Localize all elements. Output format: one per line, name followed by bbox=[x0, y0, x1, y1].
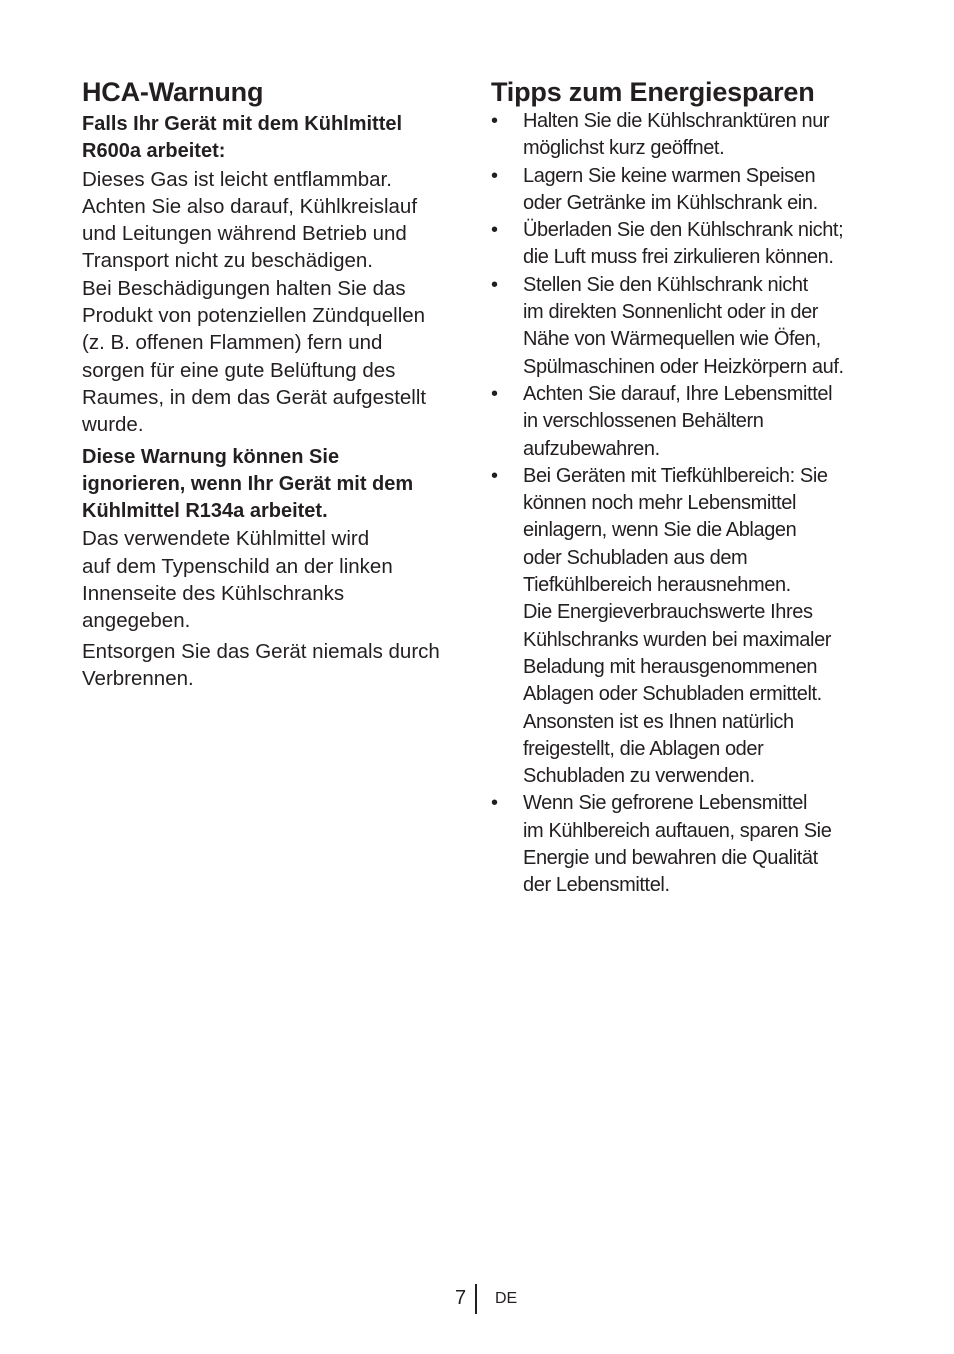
text-line: Dieses Gas ist leicht entflammbar. bbox=[82, 167, 392, 191]
text-line: und Leitungen während Betrieb und bbox=[82, 222, 407, 246]
text-line: Das verwendete Kühlmittel wird bbox=[82, 527, 370, 551]
tip-line: der Lebensmittel. bbox=[523, 874, 670, 897]
refrigerant-label-paragraph bbox=[82, 525, 474, 634]
energy-tip-item bbox=[491, 790, 883, 899]
text-line: Falls Ihr Gerät mit dem Kühlmittel bbox=[82, 113, 403, 135]
tip-line: Achten Sie darauf, Ihre Lebensmittel bbox=[523, 382, 833, 405]
text-line: Achten Sie also darauf, Kühlkreislauf bbox=[82, 194, 418, 218]
bullet-icon: • bbox=[491, 110, 498, 132]
tip-line: Nähe von Wärmequellen wie Öfen, bbox=[523, 328, 821, 351]
bullet-icon: • bbox=[491, 273, 498, 296]
text-line: Entsorgen Sie das Gerät niemals durch bbox=[82, 639, 440, 663]
text-line: (z. B. offenen Flammen) fern und bbox=[82, 331, 383, 355]
tip-line: freigestellt, die Ablagen oder bbox=[523, 737, 764, 760]
text-line: Kühlmittel R134a arbeitet. bbox=[82, 500, 328, 523]
tip-line: Kühlschranks wurden bei maximaler bbox=[523, 628, 832, 651]
text-line: Raumes, in dem das Gerät aufgestellt bbox=[82, 385, 427, 409]
tip-line: im Kühlbereich auftauen, sparen Sie bbox=[523, 819, 832, 842]
energy-tip-item bbox=[491, 463, 883, 791]
tip-line: möglichst kurz geöffnet. bbox=[523, 137, 725, 160]
tip-line: Energie und bewahren die Qualität bbox=[523, 847, 818, 870]
tip-line: Schubladen zu verwenden. bbox=[523, 765, 755, 788]
tip-line: Ansonsten ist es Ihnen natürlich bbox=[523, 710, 794, 733]
r134a-warning-note bbox=[82, 444, 474, 526]
tip-line: Wenn Sie gefrorene Lebensmittel bbox=[523, 792, 808, 815]
bullet-icon: • bbox=[491, 219, 498, 242]
tip-line: Ablagen oder Schubladen ermittelt. bbox=[523, 683, 822, 706]
text-line: auf dem Typenschild an der linken bbox=[82, 554, 393, 578]
bullet-icon: • bbox=[491, 164, 498, 187]
refrigerant-r600a-subheading bbox=[82, 111, 474, 166]
right-column bbox=[491, 76, 883, 900]
text-line: Transport nicht zu beschädigen. bbox=[82, 249, 373, 273]
tip-line: aufzubewahren. bbox=[523, 437, 660, 460]
disposal-paragraph bbox=[82, 638, 474, 693]
page-number: 7 bbox=[455, 1287, 467, 1309]
energy-tip-item bbox=[491, 163, 883, 218]
tip-line: Halten Sie die Kühlschranktüren nur bbox=[523, 110, 830, 132]
text-line: ignorieren, wenn Ihr Gerät mit dem bbox=[82, 472, 414, 495]
tip-line: einlagern, wenn Sie die Ablagen bbox=[523, 519, 797, 542]
text-line: wurde. bbox=[82, 413, 144, 437]
tip-line: Beladung mit herausgenommenen bbox=[523, 655, 818, 678]
flammable-gas-paragraph bbox=[82, 166, 474, 439]
language-code: DE bbox=[495, 1290, 518, 1307]
tip-line: Stellen Sie den Kühlschrank nicht bbox=[523, 273, 808, 296]
hca-warning-heading: HCA-Warnung bbox=[82, 77, 264, 107]
text-line: angegeben. bbox=[82, 609, 191, 633]
text-line: Bei Beschädigungen halten Sie das bbox=[82, 276, 406, 300]
tip-line: im direkten Sonnenlicht oder in der bbox=[523, 301, 819, 324]
text-line: R600a arbeitet: bbox=[82, 140, 226, 163]
energy-tip-item bbox=[491, 108, 883, 163]
tip-line: Tiefkühlbereich herausnehmen. bbox=[523, 574, 791, 597]
text-line: Diese Warnung können Sie bbox=[82, 445, 340, 468]
tip-line: die Luft muss frei zirkulieren können. bbox=[523, 246, 834, 269]
tip-line: Die Energieverbrauchswerte Ihres bbox=[523, 601, 813, 624]
text-line: Verbrennen. bbox=[82, 666, 194, 690]
text-line: Produkt von potenziellen Zündquellen bbox=[82, 304, 426, 328]
bullet-icon: • bbox=[491, 464, 498, 487]
text-line: sorgen für eine gute Belüftung des bbox=[82, 358, 396, 382]
left-column bbox=[82, 76, 474, 692]
energy-tips-list bbox=[491, 108, 883, 900]
tip-line: oder Schubladen aus dem bbox=[523, 546, 748, 569]
footer-divider bbox=[475, 1284, 477, 1314]
energy-tip-item bbox=[491, 217, 883, 272]
tip-line: oder Getränke im Kühlschrank ein. bbox=[523, 191, 818, 214]
page-footer bbox=[0, 1284, 954, 1314]
bullet-icon: • bbox=[491, 792, 498, 815]
tip-line: können noch mehr Lebensmittel bbox=[523, 492, 797, 515]
tip-line: in verschlossenen Behältern bbox=[523, 410, 764, 433]
energy-tip-item bbox=[491, 272, 883, 381]
tip-line: Überladen Sie den Kühlschrank nicht; bbox=[523, 219, 844, 242]
energy-tips-heading: Tipps zum Energiesparen bbox=[491, 77, 815, 107]
energy-tip-item bbox=[491, 381, 883, 463]
text-line: Innenseite des Kühlschranks bbox=[82, 582, 345, 606]
bullet-icon: • bbox=[491, 382, 498, 405]
tip-line: Lagern Sie keine warmen Speisen bbox=[523, 164, 816, 187]
tip-line: Spülmaschinen oder Heizkörpern auf. bbox=[523, 355, 844, 378]
tip-line: Bei Geräten mit Tiefkühlbereich: Sie bbox=[523, 464, 828, 487]
